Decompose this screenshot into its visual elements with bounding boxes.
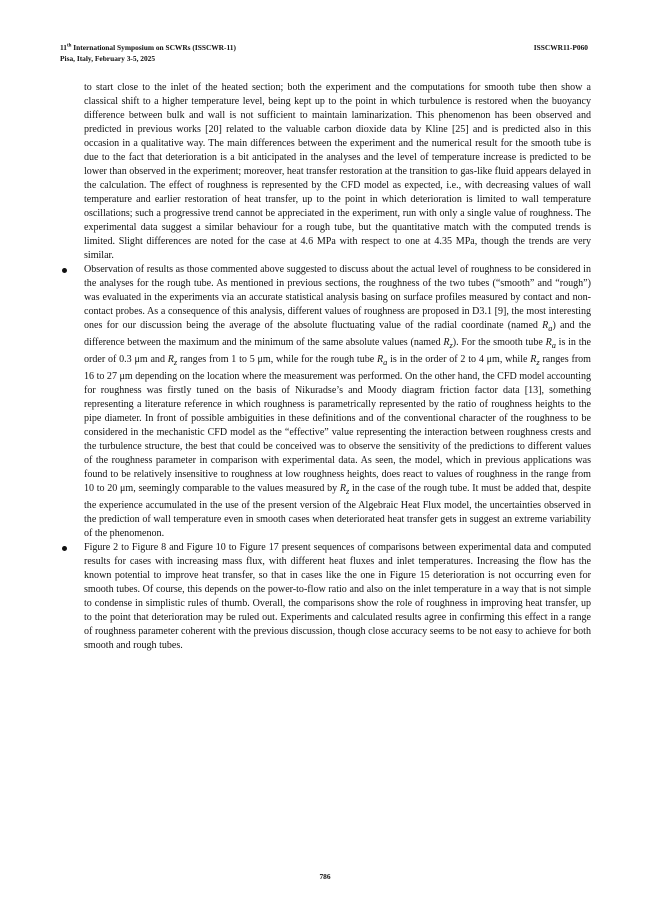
symbol-r: R [167,354,174,365]
symbol-r: R [530,354,537,365]
text-span: is in the order of 0.3 μm and [84,337,591,365]
bullet-paragraph-roughness [84,263,591,541]
text-span: ) and the difference between the maximum and the minimum of the same absolute values (named [84,320,592,348]
symbol-subscript: a [383,358,388,367]
text-span: ranges from 16 to 27 μm depending on the location where the measurement was performed. On the other hand, the CFD model accounting for roughness was firstly tuned on the basis of Nikuradse’s and Moody diagram friction factor data [13], something representing a literature reference in which roughness is parametrically represented by the ratio of roughness heights to the pipe diameter. In front of possible ambiguities in these definitions and of the conventional character of the roughness to be considered in the mechanistic CFD model as the “effective” value representing the interaction between roughness crests and the turbulence structure, the best that could be conceived was to observe the sensitivity of the predictions to different values of the roughness parameter in comparison with experimental data. As seen, the model, which in previous applications was found to be relatively insensitive to roughness at low roughness heights, does react to values of roughness in the range from 10 to 20 μm, seemingly comparable to the values measured by [84,354,591,494]
bullet-icon [62,268,67,273]
text-span: Figure 2 to Figure 8 and Figure 10 to Figure 17 present sequences of comparisons between experimental data and computed results for cases with increasing mass flux, with different heat fluxes and inlet temperatures. Increasing the flow has the known potential to improve heat transfer, so that in cases like the one in Figure 15 deterioration is not occurring even for smooth tubes. Of course, this depends on the power-to-flow ratio and also on the inlet temperature in a way that is not simple to condense in simplistic rules of thumb. Overall, the comparisons show the role of roughness in improving heat transfer, up to the point that deterioration may be ruled out. Experiments and calculated results agree in confirming this effect in a range of roughness parameter coherent with the previous discussion, though close accuracy seems to be not easy to achieve for both smooth and rough tubes. [84,542,591,651]
paper-id: ISSCWR11-P060 [533,43,588,52]
symbol-r: R [542,320,549,331]
text-span: ). For the smooth tube [452,337,546,348]
bullet-icon [62,546,67,551]
symbol-r: R [443,337,450,348]
paragraph-continuation: to start close to the inlet of the heated section; both the experiment and the computations for smooth tube then show a classical shift to a higher temperature level, being kept up to the point in which turbulence is restored when the buoyancy difference between bulk and wall is not sufficient to maintain laminarization. This phenomenon has been observed and predicted in previous works [20] related to the valuable carbon dioxide data by Kline [25] and is predicted also in this occasion in a qualitative way. The main differences between the experiment and the numerical result for the smooth tube is due to the fact that deterioration is a bit anticipated in the analyses and the level of temperature increase is predicted to be lower than observed in the experiment; moreover, heat transfer restoration at the transition to gas-like fluid appears delayed in the calculation. The effect of roughness is represented by the CFD model as expected, i.e., with decreasing values of wall temperature and earlier restoration of heat transfer, up to the point in which deterioration is limited to wall temperature oscillations; such a progressive trend cannot be appreciated in the experiment, run with only a single value of roughness. The experimental data suggest a similar behaviour for a rough tube, but the quantitative match with the computed trends is limited. Slight differences are noted for the case at 4.6 MPa with respect to one at 4.35 MPa, though the trends are very similar. [84,82,591,261]
symbol-subscript: z [449,341,453,350]
paper-body [84,81,591,653]
text-span: Observation of results as those commented above suggested to discuss about the actual level of roughness to be considered in the analyses for the rough tube. As mentioned in previous sections, the roughness of the two tubes (“smooth” and “rough”) was evaluated in the experiments via an accurate statistical analysis basing on surface profiles measured by contact and non-contact probes. As a consequence of this analysis, different values of roughness are proposed in D3.1 [9], the most interesting ones for our discussion being the average of the absolute fluctuating value of the radial coordinate (named [84,264,591,331]
symbol-subscript: z [173,358,178,367]
symbol-r: R [377,354,384,365]
conference-info [60,42,236,64]
conference-ordinal: 11 [60,43,67,52]
symbol-subscript: a [548,324,553,333]
bullet-paragraph-figures [84,541,591,653]
symbol-r: R [545,337,552,348]
text-span: ranges from 1 to 5 μm, while for the rough tube [177,354,378,365]
symbol-subscript: a [551,341,556,350]
symbol-subscript: z [536,358,540,367]
conference-ordinal-suffix: th [66,43,72,49]
conference-title [60,42,236,53]
text-span: is in the order of 2 to 4 μm, while [387,354,531,365]
symbol-r: R [339,483,347,494]
conference-name: International Symposium on SCWRs (ISSCWR-11) [71,43,236,52]
page-number: 786 [319,872,331,881]
conference-location-date: Pisa, Italy, February 3-5, 2025 [60,54,156,63]
text-span: in the case of the rough tube. It must be added that, despite the experience accumulated in the use of the present version of the Algebraic Heat Flux model, the uncertainties observed in the prediction of wall temperature even in smooth cases when deteriorated heat transfer gets in suggest an extreme variability of the phenomenon. [84,483,591,539]
symbol-subscript: z [346,487,350,496]
